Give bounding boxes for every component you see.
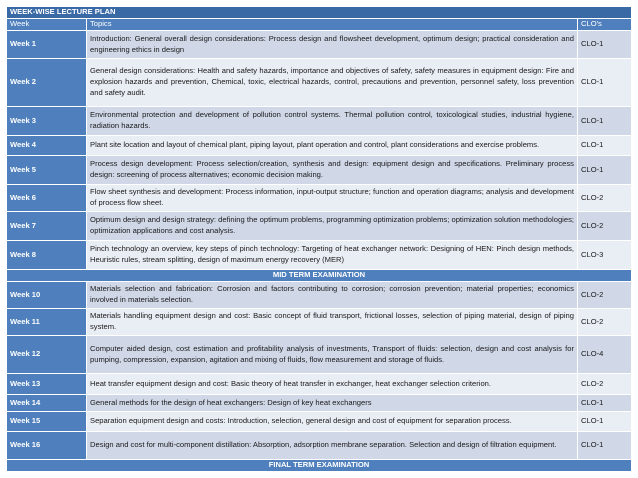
table-row <box>7 309 632 336</box>
week-cell: Week 16 <box>7 432 87 460</box>
week-cell: Week 11 <box>7 309 87 336</box>
clo-cell: CLO-3 <box>577 241 631 270</box>
clo-cell: CLO-2 <box>577 212 631 241</box>
week-cell: Week 1 <box>7 31 87 59</box>
week-cell: Week 5 <box>7 156 87 185</box>
week-cell: Week 15 <box>7 412 87 432</box>
clo-cell: CLO-1 <box>577 136 631 156</box>
table-row <box>7 59 632 107</box>
week-cell: Week 13 <box>7 374 87 395</box>
topic-cell: Heat transfer equipment design and cost: Basic theory of heat transfer in exchanger, heat exchanger selection criterion. <box>87 374 578 395</box>
topic-cell: Introduction: General overall design considerations: Process design and flowsheet development, optimum design; practical consideration and engineering ethics in design <box>87 31 578 59</box>
topic-cell: Optimum design and design strategy: defining the optimum problems, programming optimization problems; optimization solution methodologies; optimization applications and cost analysis. <box>87 212 578 241</box>
table-row <box>7 31 632 59</box>
lecture-plan-table <box>6 6 632 472</box>
week-cell: Week 14 <box>7 395 87 412</box>
topic-cell: Environmental protection and development of pollution control systems. Thermal pollution control, toxicological studies, industrial hygiene, radiation hazards. <box>87 107 578 136</box>
topics-column-header: Topics <box>87 19 578 31</box>
week-cell: Week 3 <box>7 107 87 136</box>
table-title-row <box>7 7 632 19</box>
table-row <box>7 336 632 374</box>
topic-cell: Separation equipment design and costs: Introduction, selection, general design and cost of equipment for separation process. <box>87 412 578 432</box>
mid-term-row <box>7 270 632 282</box>
topic-cell: Materials selection and fabrication: Corrosion and factors contributing to corrosion; corrosion prevention; material properties; economics involved in materials selection. <box>87 282 578 309</box>
clo-cell: CLO-2 <box>577 282 631 309</box>
topic-cell: General design considerations: Health and safety hazards, importance and objectives of safety, safety measures in equipment design: Fire and explosion hazards and prevention, Chemical, toxic, electrical hazards, control, precautions and prevention, personnel safety, loss prevention and safety audit. <box>87 59 578 107</box>
week-cell: Week 6 <box>7 185 87 212</box>
clo-cell: CLO-1 <box>577 59 631 107</box>
table-row <box>7 107 632 136</box>
topic-cell: Process design development: Process selection/creation, synthesis and design: equipment design and specifications. Preliminary process design: screening of process alternatives; economic decision making. <box>87 156 578 185</box>
topic-cell: General methods for the design of heat exchangers: Design of key heat exchangers <box>87 395 578 412</box>
clo-cell: CLO-1 <box>577 395 631 412</box>
clo-cell: CLO-4 <box>577 336 631 374</box>
week-cell: Week 8 <box>7 241 87 270</box>
clo-cell: CLO-1 <box>577 107 631 136</box>
topic-cell: Flow sheet synthesis and development: Process information, input-output structure; function and operation diagrams; analysis and development of process flow sheet. <box>87 185 578 212</box>
week-cell: Week 10 <box>7 282 87 309</box>
table-row <box>7 185 632 212</box>
clo-cell: CLO-1 <box>577 432 631 460</box>
clo-cell: CLO-2 <box>577 309 631 336</box>
table-row <box>7 136 632 156</box>
table-row <box>7 374 632 395</box>
clo-cell: CLO-2 <box>577 185 631 212</box>
table-row <box>7 412 632 432</box>
topic-cell: Plant site location and layout of chemical plant, piping layout, plant operation and control, plant considerations and exercise problems. <box>87 136 578 156</box>
table-row <box>7 212 632 241</box>
week-cell: Week 12 <box>7 336 87 374</box>
topic-cell: Design and cost for multi-component distillation: Absorption, adsorption membrane separation. Selection and design of filtration equipment. <box>87 432 578 460</box>
mid-term-exam-label: MID TERM EXAMINATION <box>7 270 632 282</box>
week-cell: Week 2 <box>7 59 87 107</box>
topic-cell: Materials handling equipment design and cost: Basic concept of fluid transport, frictional losses, selection of piping material, design of piping system. <box>87 309 578 336</box>
topic-cell: Pinch technology an overview, key steps of pinch technology: Targeting of heat exchanger network: Designing of HEN: Pinch design methods, Heuristic rules, stream splitting, design of maximum energy recovery (MER) <box>87 241 578 270</box>
clo-column-header: CLO's <box>577 19 631 31</box>
final-term-row <box>7 460 632 472</box>
clo-cell: CLO-1 <box>577 412 631 432</box>
topic-cell: Computer aided design, cost estimation and profitability analysis of investments, Transport of fluids: selection, design and cost analysis for pumping, compression, expansion, agitation and mixing of fluids, flow measurement and storage of fluids. <box>87 336 578 374</box>
final-term-exam-label: FINAL TERM EXAMINATION <box>7 460 632 472</box>
week-cell: Week 7 <box>7 212 87 241</box>
table-row <box>7 241 632 270</box>
week-cell: Week 4 <box>7 136 87 156</box>
table-row <box>7 282 632 309</box>
table-row <box>7 432 632 460</box>
table-row <box>7 395 632 412</box>
column-header-row <box>7 19 632 31</box>
clo-cell: CLO-2 <box>577 374 631 395</box>
clo-cell: CLO-1 <box>577 156 631 185</box>
week-column-header: Week <box>7 19 87 31</box>
table-row <box>7 156 632 185</box>
clo-cell: CLO-1 <box>577 31 631 59</box>
table-title: WEEK-WISE LECTURE PLAN <box>7 7 632 19</box>
